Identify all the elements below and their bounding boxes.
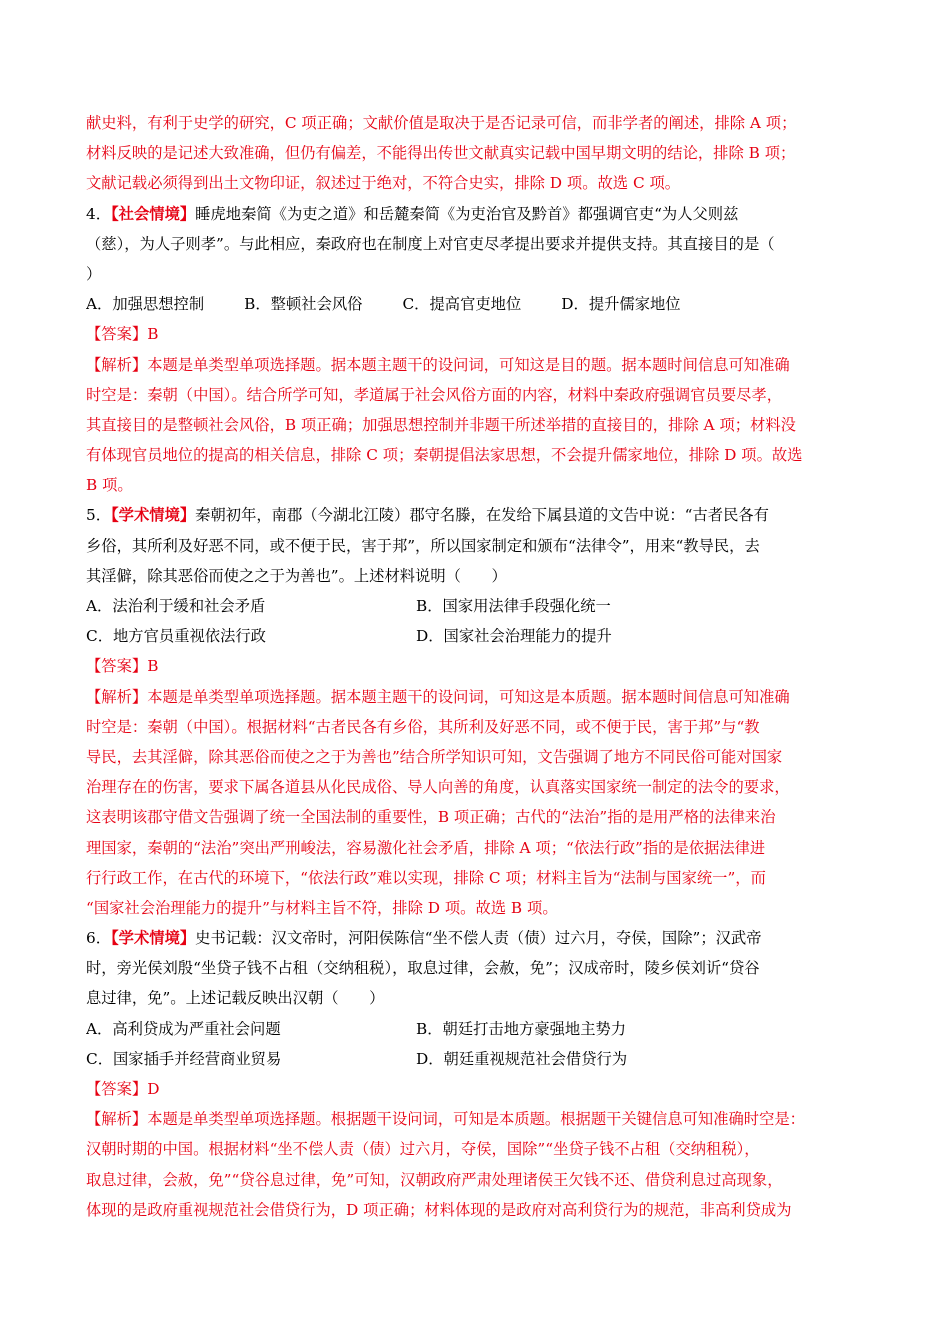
q4-stem-line: ） xyxy=(86,264,102,283)
q6-stem-line: 息过律，免”。上述记载反映出汉朝（ ） xyxy=(86,989,385,1008)
answer-label: 【答案】 xyxy=(86,657,148,676)
q5-analysis-line: 理国家，秦朝的“法治”突出严刑峻法，容易激化社会矛盾，排除 A 项；“依法行政”指的是依据法律进 xyxy=(86,838,766,857)
analysis-text: 本题是单类型单项选择题。据本题主题干的设问词，可知这是目的题。据本题时间信息可知准确 xyxy=(147,355,790,374)
q6-number: 6． xyxy=(86,929,112,948)
q4-analysis-line: B 项。 xyxy=(86,476,133,495)
q4-analysis-line: 时空是：秦朝（中国）。结合所学可知，孝道属于社会风俗方面的内容，材料中秦政府强调官员要尽孝， xyxy=(86,385,783,404)
q4-answer xyxy=(86,319,866,349)
q4-stem xyxy=(86,199,866,229)
answer-value: B xyxy=(147,657,159,676)
q5-analysis-line: “国家社会治理能力的提升”与材料主旨不符，排除 D 项。故选 B 项。 xyxy=(86,898,558,917)
q4-tag: 【社会情境】 xyxy=(111,204,196,223)
q6-options-row-1 xyxy=(86,1014,866,1044)
q5-stem xyxy=(86,500,866,530)
q5-stem-line: 其淫僻，除其恶俗而使之之于为善也”。上述材料说明（ ） xyxy=(86,566,507,585)
q6-analysis-line: 汉朝时期的中国。根据材料“坐不偿人责（债）过六月，夺侯，国除”“坐贷子钱不占租（交纳租税）， xyxy=(86,1140,760,1159)
q3-analysis-line: 材料反映的是记述大致准确，但仍有偏差，不能得出传世文献真实记载中国早期文明的结论，排除 B 项； xyxy=(86,144,796,163)
q5-analysis-line: 导民，去其淫僻，除其恶俗而使之之于为善也”结合所学知识可知，文告强调了地方不同民俗可能对国家 xyxy=(86,747,783,766)
q4-options xyxy=(86,289,866,319)
q5-stem-text: 秦朝初年，南郡（今湖北江陵）郡守名滕，在发给下属县道的文告中说：“古者民各有 xyxy=(195,506,769,525)
q5-option-d: D．国家社会治理能力的提升 xyxy=(416,627,612,646)
analysis-text: 本题是单类型单项选择题。据本题主题干的设问词，可知这是本质题。据本题时间信息可知准确 xyxy=(147,687,790,706)
q6-option-b: B．朝廷打击地方豪强地主势力 xyxy=(416,1019,627,1038)
q4-analysis-line: 有体现官员地位的提高的相关信息，排除 C 项；秦朝提倡法家思想，不会提升儒家地位，排除 D 项。故选 xyxy=(86,446,803,465)
q4-option-b: B．整顿社会风俗 xyxy=(244,295,363,314)
q5-analysis-line: 治理存在的伤害，要求下属各道县从化民成俗、导人向善的角度，认真落实国家统一制定的法令的要求， xyxy=(86,778,790,797)
q4-option-a: A．加强思想控制 xyxy=(86,295,205,314)
answer-label: 【答案】 xyxy=(86,1080,148,1098)
q5-analysis-line: 时空是：秦朝（中国）。根据材料“古者民各有乡俗，其所利及好恶不同，或不便于民，害于邦”与“教 xyxy=(86,717,760,736)
q6-options-row-2 xyxy=(86,1044,866,1074)
q4-number: 4． xyxy=(86,204,112,223)
document-page xyxy=(86,108,866,1225)
q5-tag: 【学术情境】 xyxy=(111,506,196,525)
q5-answer xyxy=(86,651,866,681)
q4-option-c: C．提高官吏地位 xyxy=(402,295,522,314)
analysis-label: 【解析】 xyxy=(86,1110,148,1129)
q6-analysis-line: 体现的是政府重视规范社会借贷行为，D 项正确；材料体现的是政府对高利贷行为的规范，非高利贷成为 xyxy=(86,1200,792,1219)
q5-analysis-line: 这表明该郡守借文告强调了统一全国法制的重要性，B 项正确；古代的“法治”指的是用严格的法律来治 xyxy=(86,808,776,827)
q4-option-d: D．提升儒家地位 xyxy=(561,295,681,314)
q5-option-a: A．法治利于缓和社会矛盾 xyxy=(86,597,266,615)
answer-value: B xyxy=(147,325,159,344)
q6-tag: 【学术情境】 xyxy=(111,929,196,948)
analysis-label: 【解析】 xyxy=(86,355,148,374)
q4-analysis-line: 其直接目的是整顿社会风俗，B 项正确；加强思想控制并非题干所述举措的直接目的，排除 A 项；材料没 xyxy=(86,415,796,434)
q6-option-d: D．朝廷重视规范社会借贷行为 xyxy=(416,1049,628,1068)
q4-stem-line: （慈），为人子则孝”。与此相应，秦政府也在制度上对官吏尽孝提出要求并提供支持。其直接目的是（ xyxy=(86,234,775,253)
q5-option-b: B．国家用法律手段强化统一 xyxy=(416,597,611,615)
q6-stem-text: 史书记载：汉文帝时，河阳侯陈信“坐不偿人责（债）过六月，夺侯，国除”；汉武帝 xyxy=(195,929,762,948)
q6-answer xyxy=(86,1074,866,1104)
analysis-text: 本题是单类型单项选择题。根据题干设问词，可知是本质题。根据题干关键信息可知准确时空是： xyxy=(147,1110,805,1129)
q3-analysis-line: 献史料，有利于史学的研究，C 项正确；文献价值是取决于是否记录可信，而非学者的阐述，排除 A 项； xyxy=(86,114,797,132)
q3-analysis-line: 文献记载必须得到出土文物印证，叙述过于绝对，不符合史实，排除 D 项。故选 C 项。 xyxy=(86,174,681,193)
q6-analysis xyxy=(86,1104,866,1134)
answer-value: D xyxy=(147,1080,160,1098)
analysis-label: 【解析】 xyxy=(86,687,148,706)
q6-stem-line: 时，旁光侯刘殷“坐贷子钱不占租（交纳租税），取息过律，会赦，免”；汉成帝时，陵乡侯刘䜣“贷谷 xyxy=(86,959,760,978)
q5-option-c: C．地方官员重视依法行政 xyxy=(86,627,266,646)
q6-stem xyxy=(86,923,866,953)
answer-label: 【答案】 xyxy=(86,325,148,344)
q5-options-row-1 xyxy=(86,591,866,621)
q5-analysis-line: 行行政工作，在古代的环境下，“依法行政”难以实现，排除 C 项；材料主旨为“法制与国家统一”，而 xyxy=(86,868,766,887)
q6-option-c: C．国家插手并经营商业贸易 xyxy=(86,1049,282,1068)
q4-stem-text: 睡虎地秦简《为吏之道》和岳麓秦简《为吏治官及黔首》都强调官吏“为人父则兹 xyxy=(195,204,739,223)
q6-option-a: A．高利贷成为严重社会问题 xyxy=(86,1019,281,1038)
q4-analysis xyxy=(86,350,866,380)
q5-analysis xyxy=(86,682,866,712)
q6-analysis-line: 取息过律，会赦，免”“贷谷息过律，免”可知，汉朝政府严肃处理诸侯王欠钱不还、借贷利息过高现象， xyxy=(86,1170,783,1189)
q5-number: 5． xyxy=(86,506,112,525)
q5-options-row-2 xyxy=(86,621,866,651)
q5-stem-line: 乡俗，其所利及好恶不同，或不便于民，害于邦”，所以国家制定和颁布“法律令”，用来“教导民，去 xyxy=(86,536,760,555)
